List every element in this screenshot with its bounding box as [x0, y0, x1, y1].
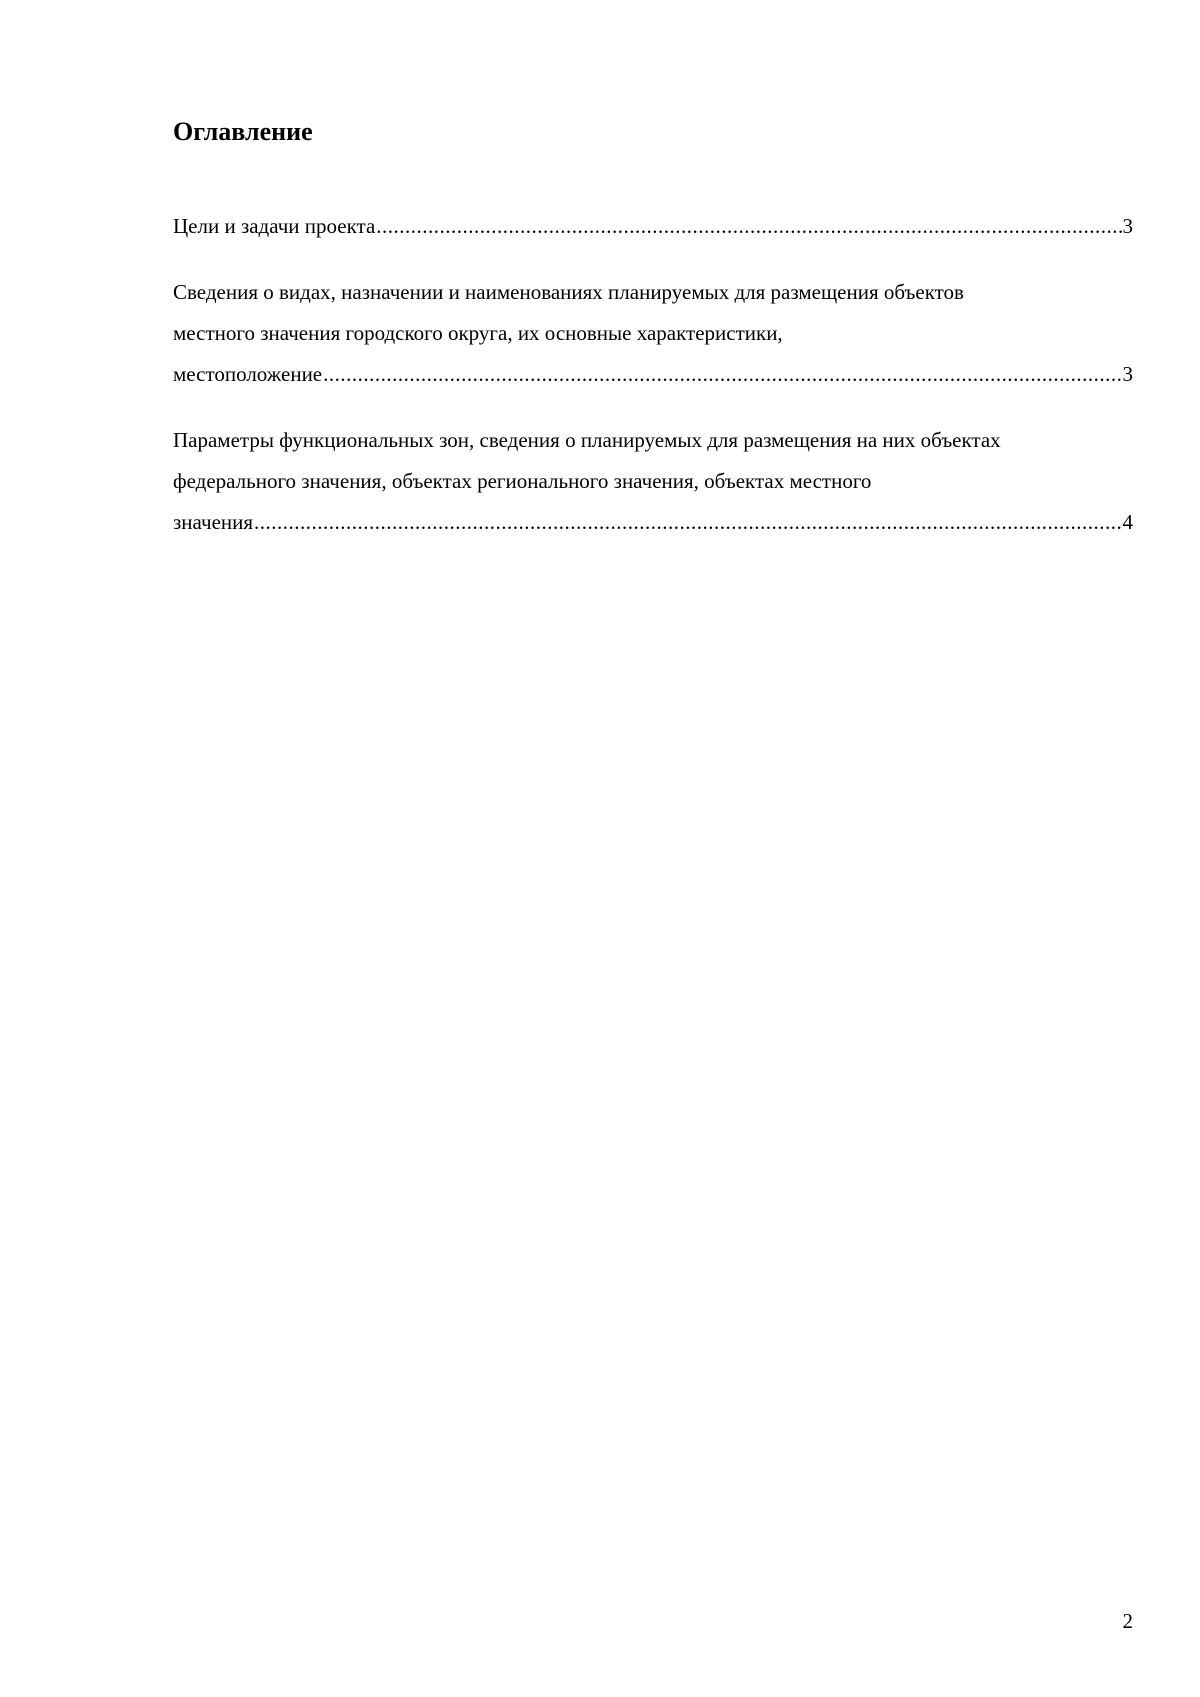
toc-entry-local-objects[interactable]	[173, 272, 1133, 395]
toc-entry-page: 3	[1122, 362, 1133, 386]
toc-entry-goals[interactable]	[173, 206, 1133, 247]
toc-entry-last-line	[173, 354, 1133, 395]
dot-leader	[323, 354, 1121, 395]
toc-entry-last-line	[173, 502, 1133, 543]
toc-entry-functional-zones[interactable]	[173, 420, 1133, 543]
dot-leader	[376, 206, 1121, 247]
toc-entry-text-line: Параметры функциональных зон, сведения о планируемых для размещения на них объектах	[173, 428, 1001, 452]
toc-title: Оглавление	[173, 117, 313, 146]
toc-entry-text-line: Сведения о видах, назначении и наименованиях планируемых для размещения объектов	[173, 280, 964, 304]
toc-entry-text: значения	[173, 510, 254, 534]
dot-leader	[254, 502, 1121, 543]
toc-entry-text-line: местного значения городского округа, их основные характеристики,	[173, 321, 783, 345]
toc-entry-text: Цели и задачи проекта	[173, 214, 376, 238]
page-number: 2	[1122, 1609, 1133, 1633]
toc-entry-text: местоположение	[173, 362, 323, 386]
toc-entry-page: 4	[1122, 510, 1133, 534]
toc-entry-text-line: федерального значения, объектах регионального значения, объектах местного	[173, 469, 872, 493]
toc-entry-page: 3	[1122, 214, 1133, 238]
toc-entry-last-line	[173, 206, 1133, 247]
table-of-contents	[173, 206, 1133, 568]
